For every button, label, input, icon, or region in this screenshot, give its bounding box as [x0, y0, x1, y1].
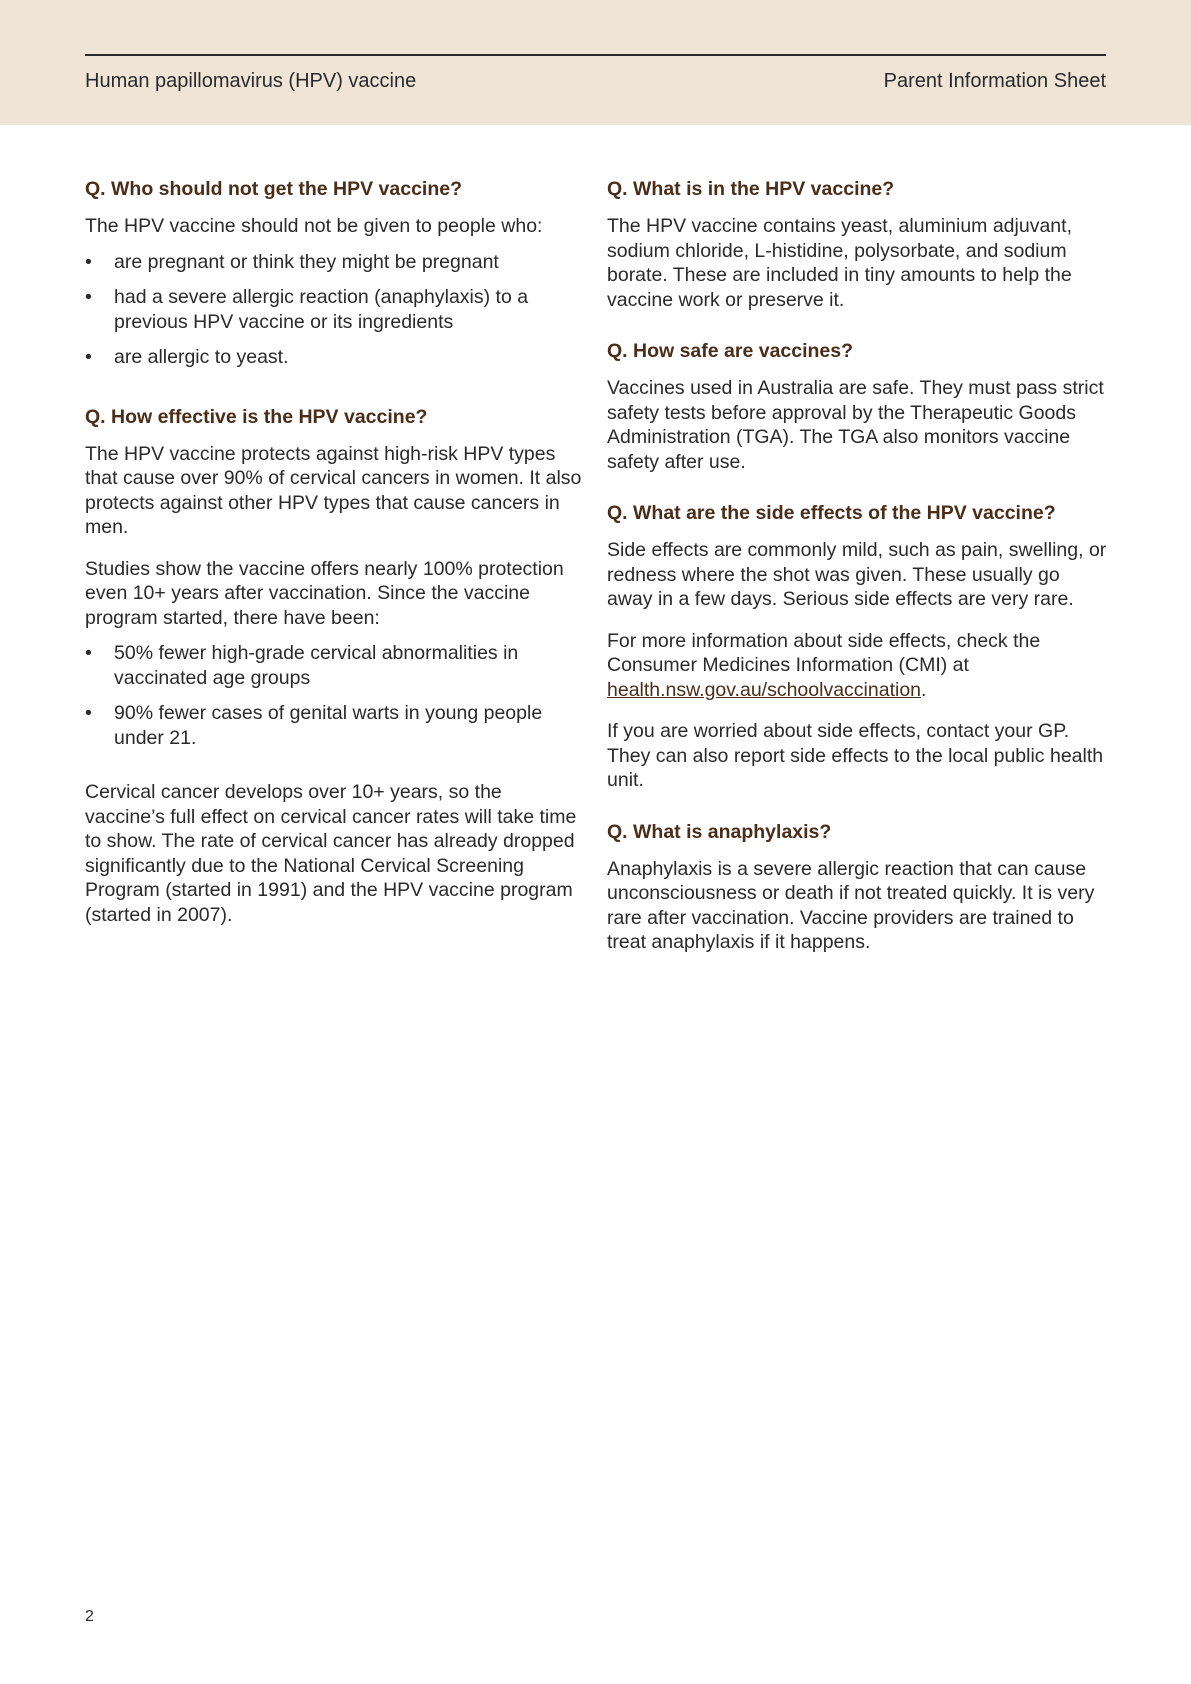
- school-vaccination-link[interactable]: health.nsw.gov.au/schoolvaccination: [607, 678, 922, 701]
- right-column: [607, 176, 1107, 981]
- question-heading: Q. What is in the HPV vaccine?: [607, 178, 895, 200]
- question-heading: Q. How effective is the HPV vaccine?: [85, 405, 428, 428]
- bullet-list: [85, 641, 585, 750]
- document-title: Human papillomavirus (HPV) vaccine: [85, 70, 417, 92]
- document-type: Parent Information Sheet: [883, 70, 1106, 92]
- section-who-should-not: [85, 176, 585, 370]
- paragraph: Vaccines used in Australia are safe. They must pass strict safety tests before approval by the Therapeutic Goods Administration (TGA). The TGA also monitors vaccine safety after use.: [607, 377, 1104, 473]
- paragraph: Side effects are commonly mild, such as pain, swelling, or redness where the shot was given. These usually go away in a few days. Serious side effects are very rare.: [607, 539, 1107, 610]
- section-safety: [607, 338, 1107, 474]
- list-item: • 90% fewer cases of genital warts in young people under 21.: [85, 701, 585, 750]
- paragraph: The HPV vaccine protects against high-risk HPV types that cause over 90% of cervical cancers in women. It also protects against other HPV types that cause cancers in men.: [85, 442, 582, 538]
- page-number: 2: [85, 1608, 94, 1625]
- bullet-list: [85, 250, 585, 370]
- paragraph: Studies show the vaccine offers nearly 100% protection even 10+ years after vaccination. Since the vaccine program started, there have been:: [85, 557, 564, 629]
- header-band: [0, 0, 1191, 125]
- left-column: [85, 176, 585, 953]
- question-heading: Q. How safe are vaccines?: [607, 340, 854, 362]
- list-item: • 50% fewer high-grade cervical abnormalities in vaccinated age groups: [85, 641, 585, 690]
- question-heading: Q. What is anaphylaxis?: [607, 820, 832, 843]
- section-effectiveness: [85, 404, 585, 928]
- paragraph: The HPV vaccine should not be given to people who:: [85, 215, 543, 237]
- text: For more information about side effects, check the Consumer Medicines Information (CMI) at: [607, 629, 1041, 676]
- question-heading: Q. Who should not get the HPV vaccine?: [85, 178, 463, 200]
- list-item: • had a severe allergic reaction (anaphylaxis) to a previous HPV vaccine or its ingredients: [85, 285, 585, 334]
- header-divider: [85, 54, 1106, 56]
- paragraph: [607, 629, 1107, 703]
- paragraph: If you are worried about side effects, contact your GP. They can also report side effects to the local public health unit.: [607, 720, 1104, 791]
- list-item: • are allergic to yeast.: [85, 345, 585, 370]
- list-item: • are pregnant or think they might be pregnant: [85, 250, 585, 275]
- section-side-effects: [607, 500, 1107, 793]
- question-heading: Q. What are the side effects of the HPV vaccine?: [607, 502, 1056, 524]
- paragraph: Cervical cancer develops over 10+ years, so the vaccine’s full effect on cervical cancer rates will take time to show. The rate of cervical cancer has already dropped significantly due to the National Cervical Screening Program (started in 1991) and the HPV vaccine program (started in 2007).: [85, 781, 577, 926]
- paragraph: The HPV vaccine contains yeast, aluminium adjuvant, sodium chloride, L-histidine, polysorbate, and sodium borate. These are included in tiny amounts to help the vaccine work or preserve it.: [607, 215, 1072, 311]
- section-anaphylaxis: [607, 819, 1107, 955]
- text: .: [921, 678, 927, 701]
- paragraph: Anaphylaxis is a severe allergic reaction that can cause unconsciousness or death if not treated quickly. It is very rare after vaccination. Vaccine providers are trained to treat anaphylaxis if it happens.: [607, 857, 1095, 953]
- section-contents: [607, 176, 1107, 312]
